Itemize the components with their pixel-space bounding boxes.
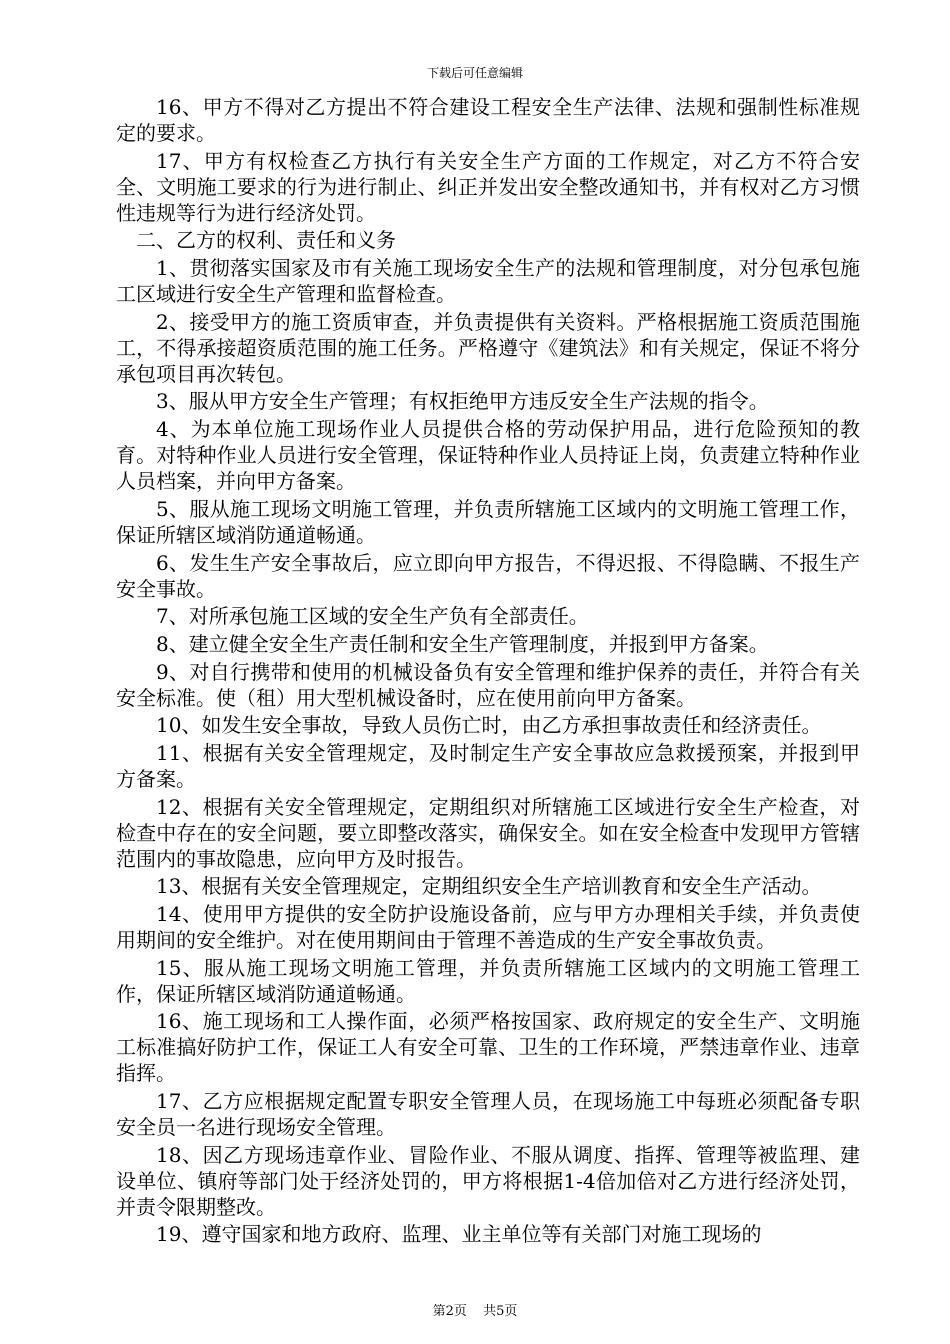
clause-paragraph: 6、发生生产安全事故后，应立即向甲方报告，不得迟报、不得隐瞒、不报生产安全事故。 bbox=[116, 550, 860, 601]
clause-paragraph: 3、服从甲方安全生产管理；有权拒绝甲方违反安全生产法规的指令。 bbox=[156, 389, 769, 414]
clause-paragraph: 15、服从施工现场文明施工管理，并负责所辖施工区域内的文明施工管理工作，保证所辖区域消防通道畅通。 bbox=[116, 955, 860, 1006]
clause-paragraph: 14、使用甲方提供的安全防护设施设备前，应与甲方办理相关手续，并负责使用期间的安全维护。对在使用期间由于管理不善造成的生产安全事故负责。 bbox=[116, 902, 860, 952]
clause-paragraph: 4、为本单位施工现场作业人员提供合格的劳动保护用品，进行危险预知的教育。对特种作业人员进行安全管理，保证特种作业人员持证上岗，负责建立特种作业人员档案，并向甲方备案。 bbox=[116, 417, 860, 494]
clause-paragraph: 5、服从施工现场文明施工管理，并负责所辖施工区域内的文明施工管理工作，保证所辖区域消防通道畅通。 bbox=[116, 496, 860, 547]
document-body bbox=[116, 94, 860, 1249]
clause-paragraph: 1、贯彻落实国家及市有关施工现场安全生产的法规和管理制度，对分包承包施工区域进行安全生产管理和监督检查。 bbox=[116, 256, 860, 307]
page-header-note: 下载后可任意编辑 bbox=[426, 66, 523, 80]
clause-paragraph: 18、因乙方现场违章作业、冒险作业、不服从调度、指挥、管理等被监理、建设单位、镇府等部门处于经济处罚的，甲方将根据1-4倍加倍对乙方进行经济处罚，并责令限期整改。 bbox=[116, 1142, 860, 1219]
page-number: 第2页 bbox=[432, 1304, 467, 1319]
clause-paragraph: 12、根据有关安全管理规定，定期组织对所辖施工区域进行安全生产检查，对检查中存在的安全问题，要立即整改落实，确保安全。如在安全检查中发现甲方管辖范围内的事故隐患，应向甲方及时报告。 bbox=[116, 794, 860, 871]
clause-paragraph: 7、对所承包施工区域的安全生产负有全部责任。 bbox=[156, 604, 589, 629]
clause-paragraph: 2、接受甲方的施工资质审查，并负责提供有关资料。严格根据施工资质范围施工，不得承接超资质范围的施工任务。严格遵守《建筑法》和有关规定，保证不将分承包项目再次转包。 bbox=[116, 309, 860, 386]
clause-paragraph: 9、对自行携带和使用的机械设备负有安全管理和维护保养的责任，并符合有关安全标准。使（租）用大型机械设备时，应在使用前向甲方备案。 bbox=[116, 659, 860, 710]
clause-paragraph: 19、遵守国家和地方政府、监理、业主单位等有关部门对施工现场的 bbox=[156, 1222, 762, 1247]
clause-paragraph: 13、根据有关安全管理规定，定期组织安全生产培训教育和安全生产活动。 bbox=[156, 874, 822, 899]
clause-paragraph: 16、施工现场和工人操作面，必须严格按国家、政府规定的安全生产、文明施工标准搞好防护工作，保证工人有安全可靠、卫生的工作环境，严禁违章作业、违章指挥。 bbox=[116, 1009, 860, 1086]
clause-paragraph: 17、甲方有权检查乙方执行有关安全生产方面的工作规定，对乙方不符合安全、文明施工要求的行为进行制止、纠正并发出安全整改通知书，并有权对乙方习惯性违规等行为进行经济处罚。 bbox=[116, 148, 860, 225]
section-heading: 二、乙方的权利、责任和义务 bbox=[136, 228, 396, 253]
clause-paragraph: 16、甲方不得对乙方提出不符合建设工程安全生产法律、法规和强制性标准规定的要求。 bbox=[116, 95, 860, 145]
clause-paragraph: 10、如发生安全事故，导致人员伤亡时，由乙方承担事故责任和经济责任。 bbox=[156, 713, 822, 738]
clause-paragraph: 8、建立健全安全生产责任制和安全生产管理制度，并报到甲方备案。 bbox=[156, 631, 769, 656]
clause-paragraph: 17、乙方应根据规定配置专职安全管理人员，在现场施工中每班必须配备专职安全员一名进行现场安全管理。 bbox=[116, 1089, 860, 1140]
page-footer bbox=[0, 1304, 950, 1319]
page-total: 共5页 bbox=[483, 1304, 518, 1319]
clause-paragraph: 11、根据有关安全管理规定，及时制定生产安全事故应急救援预案，并报到甲方备案。 bbox=[116, 740, 860, 791]
